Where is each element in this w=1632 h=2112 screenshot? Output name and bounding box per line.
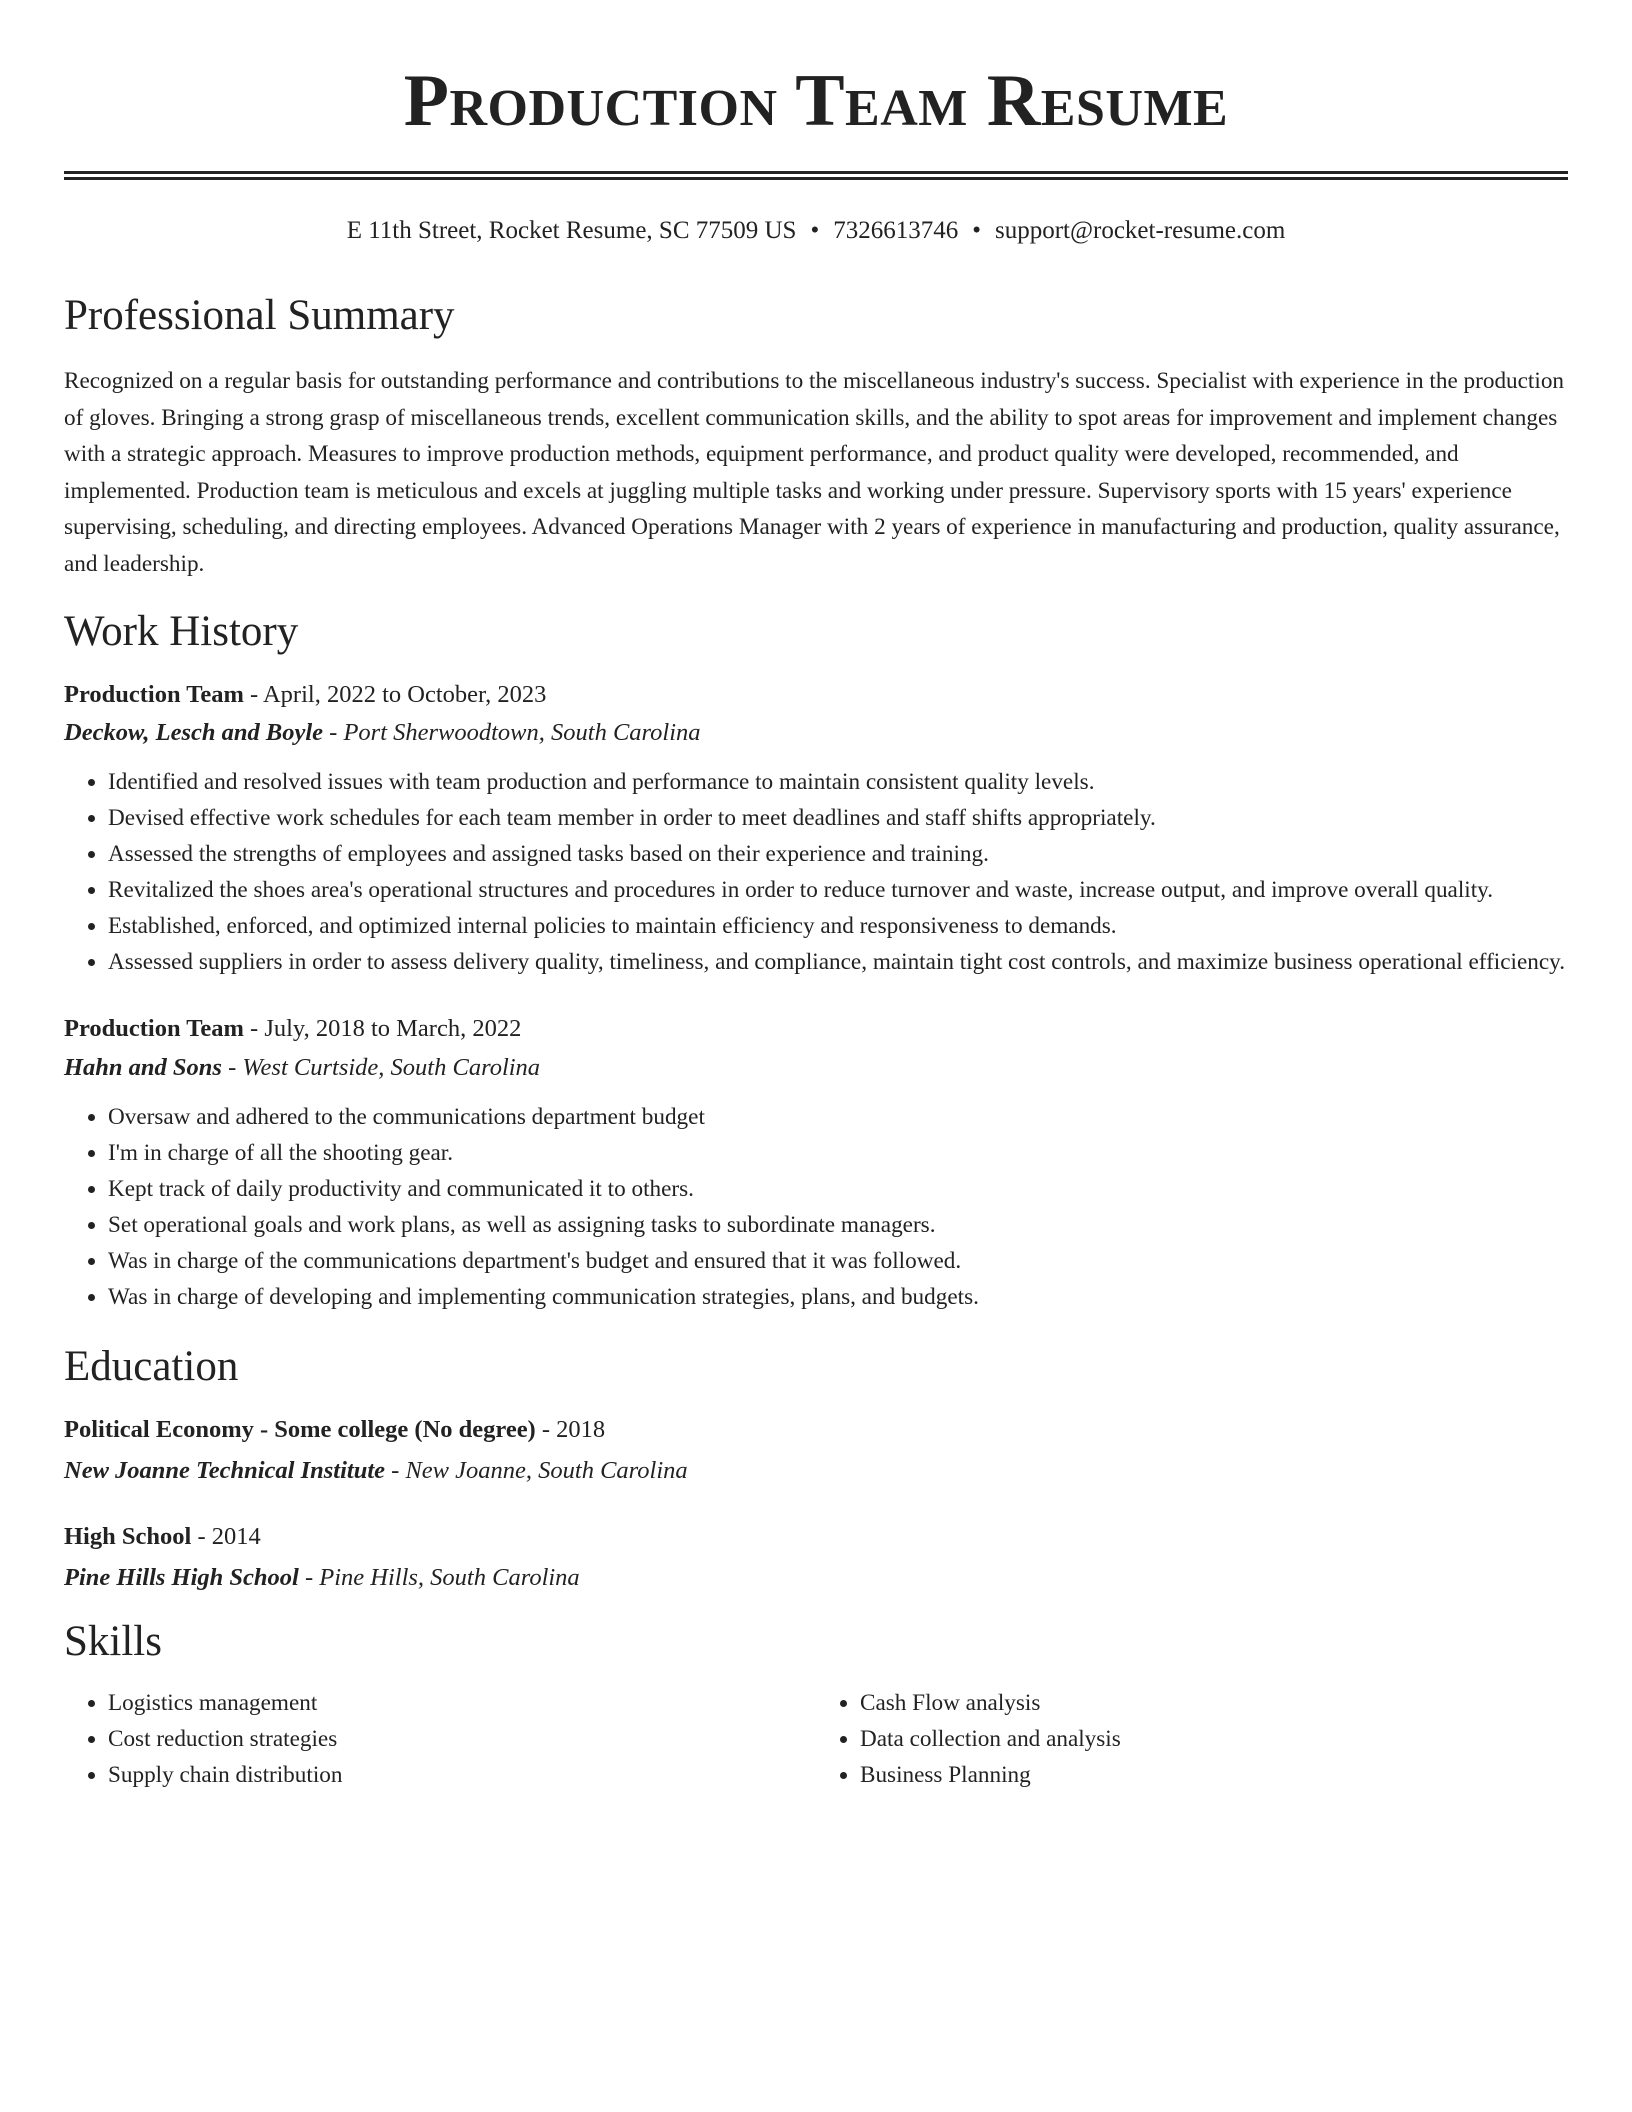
skills-column-right [816, 1685, 1568, 1793]
list-item: • Supply chain distribution [108, 1757, 816, 1793]
skills-list [816, 1685, 1568, 1793]
education-year: - 2014 [191, 1523, 261, 1551]
job-entry [64, 1014, 1568, 1315]
title-divider [64, 171, 1568, 180]
list-item: • Assessed suppliers in order to assess delivery quality, timeliness, and compliance, maintain tight cost controls, and maximize business operational efficiency. [108, 944, 1568, 980]
list-item: • I'm in charge of all the shooting gear. [108, 1135, 1568, 1171]
job-title: Production Team [64, 1015, 244, 1043]
list-item: • Devised effective work schedules for each team member in order to meet deadlines and staff shifts appropriately. [108, 800, 1568, 836]
education-entry [64, 1522, 1568, 1592]
list-item: • Cost reduction strategies [108, 1721, 816, 1757]
work-history-heading: Work History [64, 608, 299, 656]
education-degree: High School [64, 1523, 192, 1551]
list-item: • Was in charge of developing and implementing communication strategies, plans, and budgets. [108, 1279, 1568, 1315]
job-title-line [64, 680, 1568, 709]
education-school: New Joanne Technical Institute [64, 1456, 386, 1484]
list-item: • Logistics management [108, 1685, 816, 1721]
education-heading: Education [64, 1343, 239, 1391]
education-degree-line [64, 1415, 1568, 1444]
list-item: • Established, enforced, and optimized internal policies to maintain efficiency and responsiveness to demands. [108, 908, 1568, 944]
job-company: Hahn and Sons [64, 1053, 222, 1081]
summary-heading: Professional Summary [64, 292, 455, 339]
job-company-line [64, 1053, 1568, 1082]
skills-column-left [64, 1685, 816, 1793]
list-item: • Data collection and analysis [860, 1721, 1568, 1757]
job-duties-list [64, 764, 1568, 980]
job-location: - West Curtside, South Carolina [221, 1053, 541, 1081]
contact-line [64, 216, 1568, 246]
job-title: Production Team [64, 680, 244, 708]
education-location: - Pine Hills, South Carolina [298, 1563, 580, 1591]
skills-heading: Skills [64, 1618, 162, 1666]
page-title: Production Team Resume [403, 60, 1229, 142]
job-title-line [64, 1014, 1568, 1043]
education-entry [64, 1415, 1568, 1485]
education-school-line [64, 1563, 1568, 1592]
list-item: • Was in charge of the communications department's budget and ensured that it was followed. [108, 1243, 1568, 1279]
education-school-line [64, 1456, 1568, 1485]
contact-address: E 11th Street, Rocket Resume, SC 77509 US [346, 217, 797, 244]
job-dates: - July, 2018 to March, 2022 [243, 1015, 522, 1043]
list-item: • Assessed the strengths of employees and assigned tasks based on their experience and training. [108, 836, 1568, 872]
job-duties-list [64, 1099, 1568, 1315]
job-location: - Port Sherwoodtown, South Carolina [323, 718, 701, 746]
summary-text: Recognized on a regular basis for outstanding performance and contributions to the miscellaneous industry's success. Specialist with experience in the production of gloves. Bringing a strong grasp of miscellaneous trends, excellent communication skills, and the ability to spot areas for improvement and implement changes with a strategic approach. Measures to improve production methods, equipment performance, and product quality were developed, recommended, and implemented. Production team is meticulous and excels at juggling multiple tasks and working under pressure. Supervisory sports with 15 years' experience supervising, scheduling, and directing employees. Advanced Operations Manager with 2 years of experience in manufacturing and production, quality assurance, and leadership. [64, 368, 1565, 577]
skills-grid [64, 1685, 1568, 1793]
contact-separator: • [810, 217, 820, 244]
list-item: • Business Planning [860, 1757, 1568, 1793]
list-item: • Revitalized the shoes area's operational structures and procedures in order to reduce turnover and waste, increase output, and improve overall quality. [108, 872, 1568, 908]
education-degree: Political Economy - Some college (No degree) [64, 1416, 536, 1444]
skills-list [64, 1685, 816, 1793]
list-item: • Set operational goals and work plans, as well as assigning tasks to subordinate managers. [108, 1207, 1568, 1243]
education-degree-line [64, 1522, 1568, 1551]
list-item: • Kept track of daily productivity and communicated it to others. [108, 1171, 1568, 1207]
education-location: - New Joanne, South Carolina [385, 1456, 688, 1484]
job-company: Deckow, Lesch and Boyle [64, 718, 324, 746]
contact-phone: 7326613746 [833, 217, 959, 244]
list-item: • Oversaw and adhered to the communications department budget [108, 1099, 1568, 1135]
job-company-line [64, 718, 1568, 747]
job-dates: - April, 2022 to October, 2023 [243, 680, 547, 708]
contact-separator: • [972, 217, 981, 244]
education-school: Pine Hills High School [64, 1563, 299, 1591]
list-item: • Identified and resolved issues with team production and performance to maintain consistent quality levels. [108, 764, 1568, 800]
contact-email: support@rocket-resume.com [994, 217, 1286, 244]
job-entry [64, 680, 1568, 981]
education-year: - 2018 [535, 1416, 606, 1444]
list-item: • Cash Flow analysis [860, 1685, 1568, 1721]
